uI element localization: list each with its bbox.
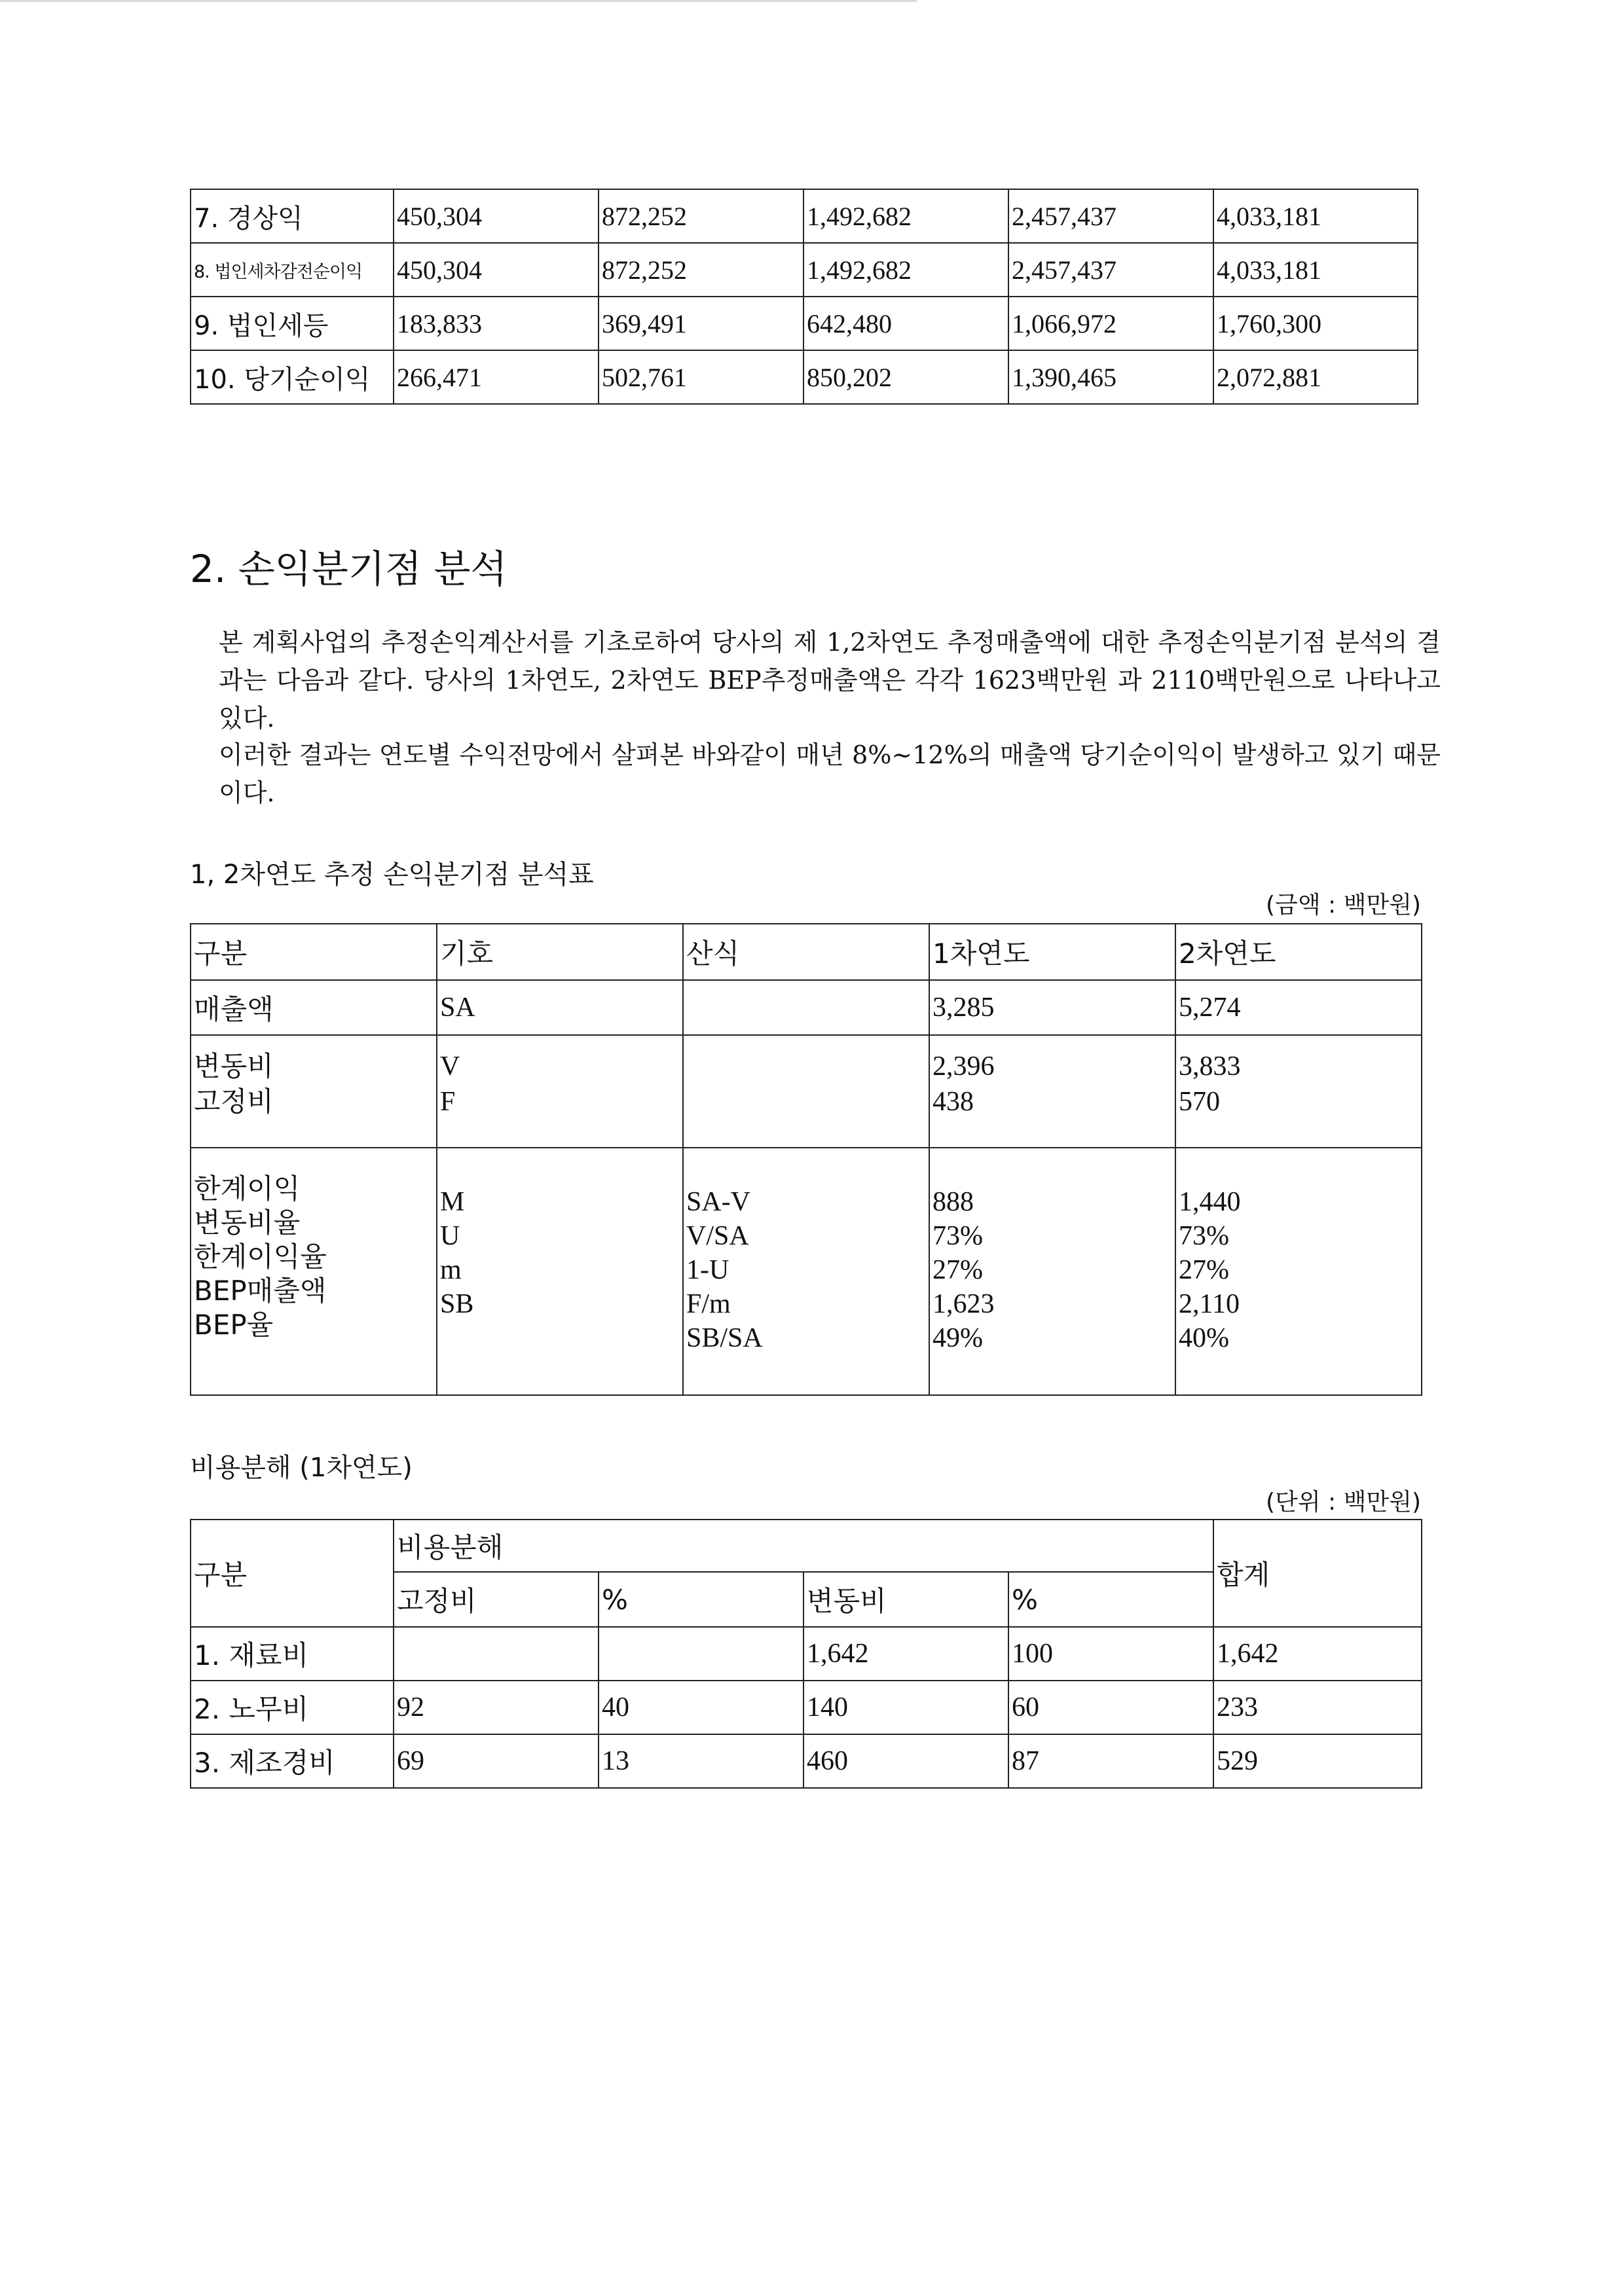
column-header: 구분 bbox=[191, 924, 437, 980]
cell-formula bbox=[683, 1148, 929, 1395]
cell-value: 1,066,972 bbox=[1008, 297, 1213, 350]
label-line: BEP율 bbox=[194, 1309, 274, 1341]
cell-value bbox=[929, 1148, 1175, 1395]
cell-value: 266,471 bbox=[394, 350, 599, 404]
row-label: 8. 법인세차감전순이익 bbox=[191, 243, 394, 297]
row-label bbox=[191, 1148, 437, 1395]
bep-analysis-table bbox=[190, 923, 1422, 1396]
cell-value: 850,202 bbox=[803, 350, 1008, 404]
symbol-line: V bbox=[440, 1051, 460, 1082]
value-line: 438 bbox=[932, 1087, 974, 1117]
value-line: 73% bbox=[1179, 1221, 1229, 1251]
value-line: 2,396 bbox=[932, 1051, 995, 1082]
paragraph: 본 계획사업의 추정손익계산서를 기초로하여 당사의 제 1,2차연도 추정매출액에 대한 추정손익분기점 분석의 결과는 다음과 같다. 당사의 1차연도, 2차연도 BEP추정매출액은 각각 1623백만원 과 2110백만원으로 나타나고 있다. bbox=[219, 628, 1441, 733]
cell-value bbox=[599, 1627, 803, 1681]
cost-breakdown-table bbox=[190, 1519, 1422, 1789]
column-group-header: 비용분해 bbox=[394, 1520, 1213, 1572]
column-header: 구분 bbox=[191, 1520, 394, 1627]
value-line: 888 bbox=[932, 1187, 974, 1217]
row-label: 3. 제조경비 bbox=[191, 1734, 394, 1788]
cell-value: 2,457,437 bbox=[1008, 189, 1213, 243]
cell-symbol bbox=[437, 1148, 683, 1395]
section-title: 2. 손익분기점 분석 bbox=[190, 547, 507, 591]
cell-value: 1,642 bbox=[803, 1627, 1008, 1681]
cell-value: 2,072,881 bbox=[1213, 350, 1418, 404]
value-line: 1,440 bbox=[1179, 1187, 1241, 1217]
cell-value: 642,480 bbox=[803, 297, 1008, 350]
cell-value: 1,492,682 bbox=[803, 243, 1008, 297]
value-line: 2,110 bbox=[1179, 1289, 1240, 1319]
column-header: 기호 bbox=[437, 924, 683, 980]
cell-value: 40 bbox=[599, 1681, 803, 1734]
cell-value bbox=[929, 1035, 1175, 1148]
label-line: 변동비 bbox=[194, 1050, 274, 1082]
value-line: 27% bbox=[932, 1255, 983, 1285]
cell-value: 1,642 bbox=[1213, 1627, 1422, 1681]
column-header: 산식 bbox=[683, 924, 929, 980]
column-header: % bbox=[1008, 1572, 1213, 1627]
formula-line: SA-V bbox=[686, 1187, 751, 1217]
column-header: 고정비 bbox=[394, 1572, 599, 1627]
table-row bbox=[191, 1734, 1422, 1788]
cell-value: 69 bbox=[394, 1734, 599, 1788]
value-line: 3,833 bbox=[1179, 1051, 1241, 1082]
table-header-row bbox=[191, 1520, 1422, 1572]
cell-value bbox=[394, 1627, 599, 1681]
cell-value: 1,390,465 bbox=[1008, 350, 1213, 404]
symbol-line: U bbox=[440, 1221, 460, 1251]
label-line: 한계이익율 bbox=[194, 1241, 327, 1273]
cell-symbol: SA bbox=[437, 980, 683, 1035]
cell-value bbox=[1175, 1148, 1422, 1395]
symbol-line: M bbox=[440, 1187, 465, 1217]
cell-value: 5,274 bbox=[1175, 980, 1422, 1035]
value-line: 73% bbox=[932, 1221, 983, 1251]
table-row bbox=[191, 243, 1418, 297]
cell-value: 92 bbox=[394, 1681, 599, 1734]
table-row bbox=[191, 1627, 1422, 1681]
cell-value: 4,033,181 bbox=[1213, 189, 1418, 243]
row-label: 9. 법인세등 bbox=[191, 297, 394, 350]
symbol-line: SB bbox=[440, 1289, 474, 1319]
paragraph: 이러한 결과는 연도별 수익전망에서 살펴본 바와같이 매년 8%~12%의 매출액 당기순이익이 발생하고 있기 때문이다. bbox=[219, 740, 1441, 807]
unit-label: (단위 : 백만원) bbox=[1266, 1489, 1421, 1516]
cell-value: 100 bbox=[1008, 1627, 1213, 1681]
formula-line: V/SA bbox=[686, 1221, 749, 1251]
cell-value: 2,457,437 bbox=[1008, 243, 1213, 297]
cell-value: 450,304 bbox=[394, 243, 599, 297]
formula-line: F/m bbox=[686, 1289, 731, 1319]
cell-value: 460 bbox=[803, 1734, 1008, 1788]
cell-value: 1,492,682 bbox=[803, 189, 1008, 243]
cell-value: 1,760,300 bbox=[1213, 297, 1418, 350]
row-label: 7. 경상익 bbox=[191, 189, 394, 243]
row-label: 10. 당기순이익 bbox=[191, 350, 394, 404]
table-caption: 1, 2차연도 추정 손익분기점 분석표 bbox=[190, 860, 594, 890]
table-header-row bbox=[191, 924, 1422, 980]
label-line: 변동비율 bbox=[194, 1207, 301, 1239]
label-line: 한계이익 bbox=[194, 1173, 301, 1205]
cell-value: 140 bbox=[803, 1681, 1008, 1734]
row-label: 2. 노무비 bbox=[191, 1681, 394, 1734]
cell-value: 233 bbox=[1213, 1681, 1422, 1734]
formula-line: SB/SA bbox=[686, 1323, 763, 1353]
table-row bbox=[191, 297, 1418, 350]
cell-value: 872,252 bbox=[599, 189, 803, 243]
cell-value: 369,491 bbox=[599, 297, 803, 350]
value-line: 49% bbox=[932, 1323, 983, 1353]
cell-value: 502,761 bbox=[599, 350, 803, 404]
cell-value: 4,033,181 bbox=[1213, 243, 1418, 297]
symbol-line: F bbox=[440, 1087, 456, 1117]
label-line: BEP매출액 bbox=[194, 1275, 327, 1307]
table-row bbox=[191, 1681, 1422, 1734]
row-label bbox=[191, 1035, 437, 1148]
table-caption: 비용분해 (1차연도) bbox=[190, 1453, 413, 1483]
cell-value bbox=[1175, 1035, 1422, 1148]
value-line: 570 bbox=[1179, 1087, 1220, 1117]
cell-formula bbox=[683, 1035, 929, 1148]
row-label: 1. 재료비 bbox=[191, 1627, 394, 1681]
unit-label: (금액 : 백만원) bbox=[1266, 892, 1421, 919]
cell-value: 3,285 bbox=[929, 980, 1175, 1035]
value-line: 1,623 bbox=[932, 1289, 995, 1319]
column-header: 1차연도 bbox=[929, 924, 1175, 980]
scan-top-edge bbox=[0, 0, 917, 2]
cell-value: 450,304 bbox=[394, 189, 599, 243]
cell-value: 872,252 bbox=[599, 243, 803, 297]
row-label: 매출액 bbox=[191, 980, 437, 1035]
value-line: 40% bbox=[1179, 1323, 1229, 1353]
table-row bbox=[191, 350, 1418, 404]
cell-value: 183,833 bbox=[394, 297, 599, 350]
formula-line: 1-U bbox=[686, 1255, 729, 1285]
value-line: 27% bbox=[1179, 1255, 1229, 1285]
table-row bbox=[191, 1148, 1422, 1395]
income-statement-table bbox=[190, 189, 1418, 405]
column-header: 2차연도 bbox=[1175, 924, 1422, 980]
cell-symbol bbox=[437, 1035, 683, 1148]
cell-value: 13 bbox=[599, 1734, 803, 1788]
symbol-line: m bbox=[440, 1255, 462, 1285]
cell-value: 87 bbox=[1008, 1734, 1213, 1788]
table-row bbox=[191, 980, 1422, 1035]
cell-value: 529 bbox=[1213, 1734, 1422, 1788]
column-header: 합계 bbox=[1213, 1520, 1422, 1627]
column-header: % bbox=[599, 1572, 803, 1627]
table-row bbox=[191, 189, 1418, 243]
cell-value: 60 bbox=[1008, 1681, 1213, 1734]
cell-formula bbox=[683, 980, 929, 1035]
table-row bbox=[191, 1035, 1422, 1148]
label-line: 고정비 bbox=[194, 1085, 274, 1118]
column-header: 변동비 bbox=[803, 1572, 1008, 1627]
